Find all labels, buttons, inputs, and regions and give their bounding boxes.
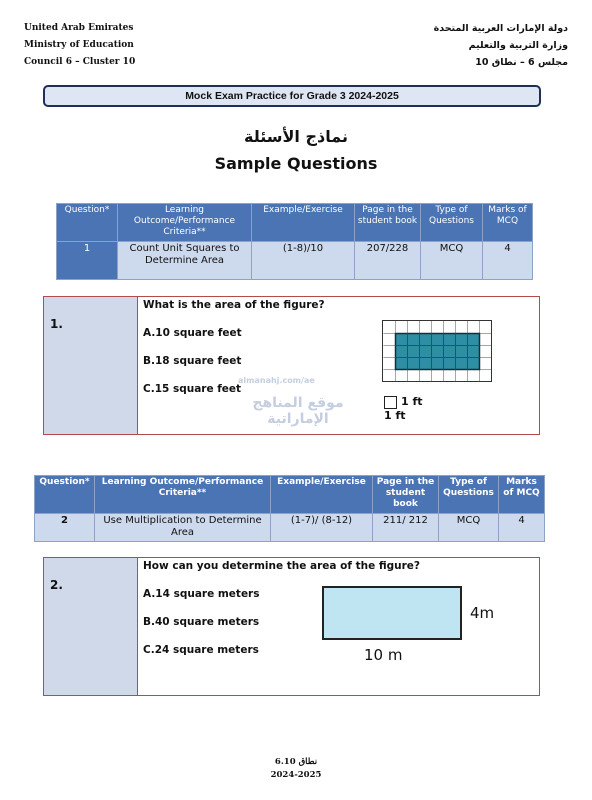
header-ministry: Ministry of Education [24,40,134,50]
cell-page: 207/228 [355,242,421,280]
header-council-ar: مجلس 6 – نطاق 10 [475,57,568,68]
watermark-url: almanahj.com/ae [238,376,315,385]
header-example: Example/Exercise [271,476,373,514]
question-box-2 [43,557,540,696]
cell-example: (1-7)/ (8-12) [271,514,373,542]
header-marks: Marks of MCQ [483,204,533,242]
question-number: 2. [44,558,138,695]
header-type: Type of Questions [421,204,483,242]
question-text: What is the area of the figure? [143,299,325,311]
header-question: Question* [35,476,95,514]
cell-type: MCQ [439,514,499,542]
cell-example: (1-8)/10 [252,242,355,280]
question-table-2 [34,475,545,542]
header-country-ar: دولة الإمارات العربية المتحدة [433,23,568,34]
width-label: 10 m [364,646,403,664]
table-row [35,514,545,542]
question-number: 1. [44,297,138,434]
table-row [57,242,533,280]
title-english: Sample Questions [214,154,378,173]
grid-lines [383,321,491,381]
header-learning-outcome: Learning Outcome/Performance Criteria** [95,476,271,514]
shaded-rectangle [396,334,480,370]
option-c[interactable]: C.15 square feet [143,383,242,395]
header-country: United Arab Emirates [24,23,134,33]
question-table-1 [56,203,533,280]
area-grid-figure [382,320,492,382]
cell-page: 211/ 212 [373,514,439,542]
header-page: Page in the student book [355,204,421,242]
cell-marks: 4 [483,242,533,280]
header-question: Question* [57,204,118,242]
header-learning-outcome: Learning Outcome/Performance Criteria** [118,204,252,242]
option-b[interactable]: B.40 square meters [143,616,260,628]
cell-outcome: Use Multiplication to Determine Area [95,514,271,542]
option-a[interactable]: A.14 square meters [143,588,260,600]
cell-outcome: Count Unit Squares to Determine Area [118,242,252,280]
option-a[interactable]: A.10 square feet [143,327,242,339]
exam-banner: Mock Exam Practice for Grade 3 2024-2025 [43,85,541,107]
header-ministry-ar: وزارة التربية والتعليم [468,40,568,51]
rectangle-figure [322,586,462,640]
footer-cluster: نطاق 6.10 [274,757,318,767]
cell-question: 2 [35,514,95,542]
option-c[interactable]: C.24 square meters [143,644,259,656]
cell-type: MCQ [421,242,483,280]
unit-label-side: 1 ft [401,395,423,408]
unit-label-bottom: 1 ft [384,409,406,422]
option-b[interactable]: B.18 square feet [143,355,242,367]
cell-marks: 4 [499,514,545,542]
watermark-text: موقع المناهج الإماراتية [252,395,344,427]
title-arabic: نماذج الأسئلة [244,127,348,146]
header-council: Council 6 – Cluster 10 [24,57,136,67]
cell-question: 1 [57,242,118,280]
header-example: Example/Exercise [252,204,355,242]
footer-year: 2024-2025 [270,770,322,780]
header-type: Type of Questions [439,476,499,514]
header-marks: Marks of MCQ [499,476,545,514]
height-label: 4m [470,604,495,622]
unit-square-icon [384,396,397,409]
header-page: Page in the student book [373,476,439,514]
question-text: How can you determine the area of the figure? [143,560,421,572]
